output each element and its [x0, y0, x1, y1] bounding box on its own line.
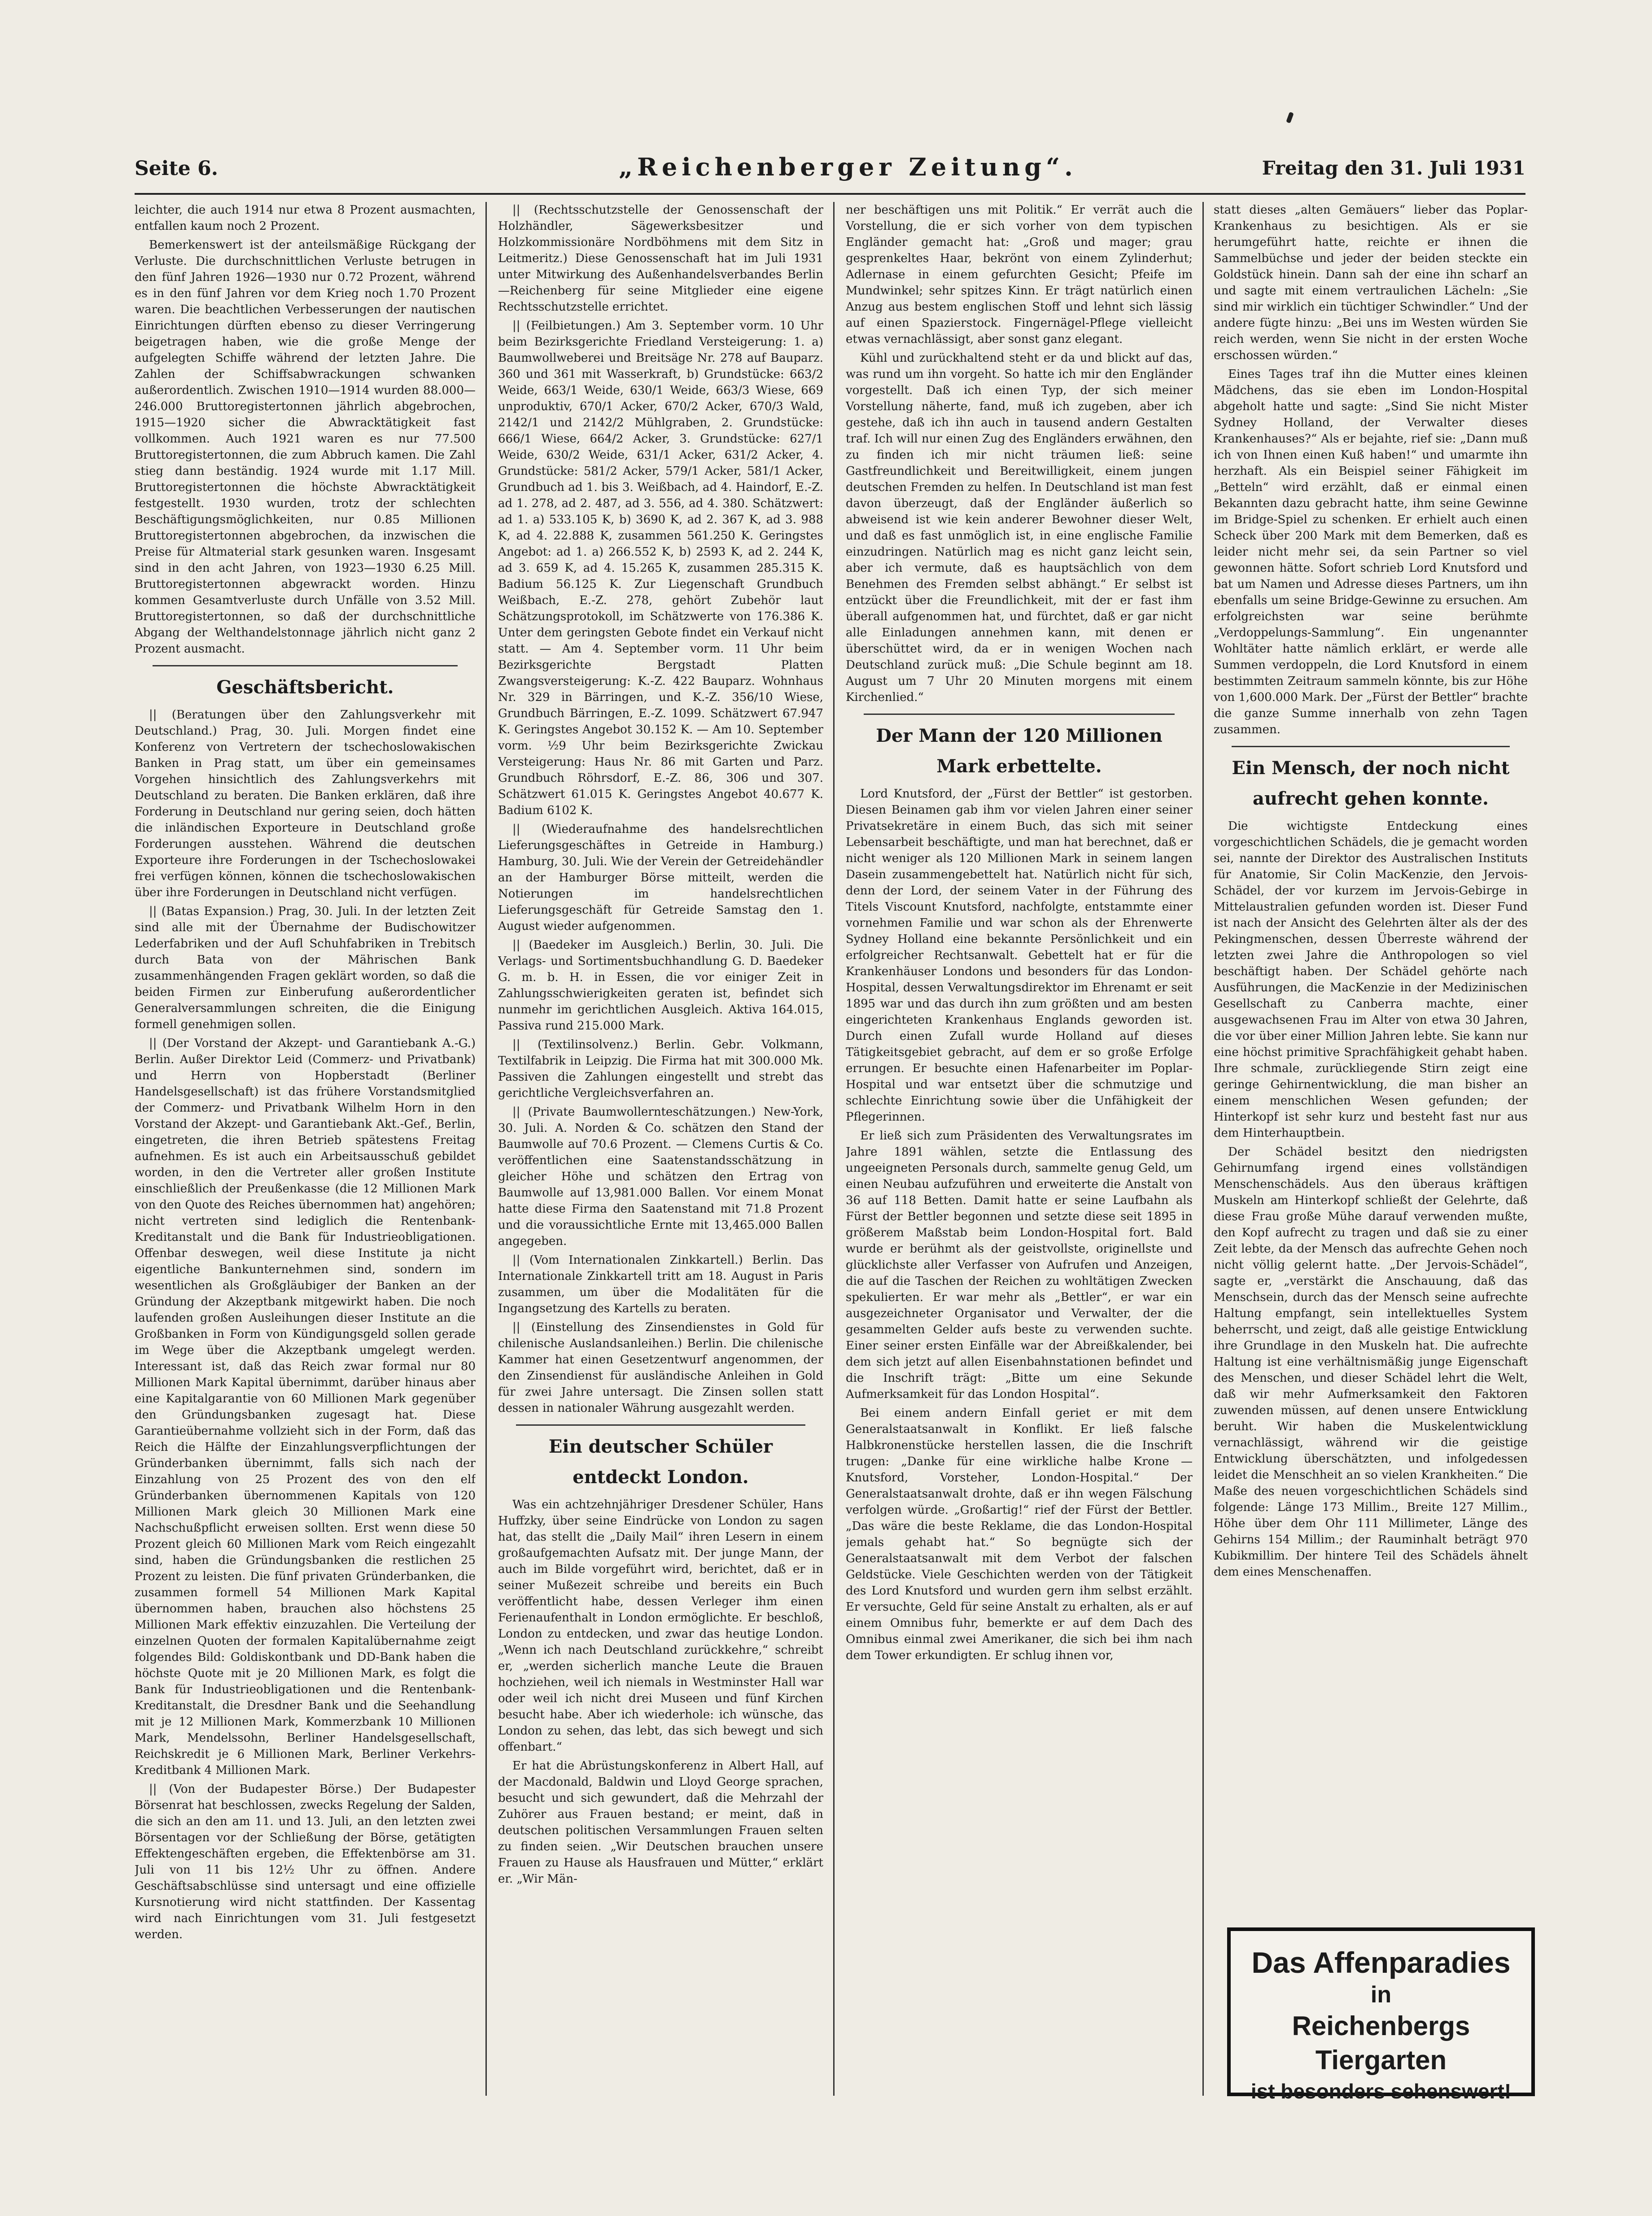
column-rule: [1202, 202, 1204, 2096]
article-paragraph: leichter, die auch 1914 nur etwa 8 Prozent ausmachten, entfallen kaum noch 2 Prozent.: [135, 203, 476, 233]
column-rule: [485, 202, 487, 2096]
news-item: || (Einstellung des Zinsendienstes in Gold für chilenische Auslandsanleihen.) Berlin. Die chilenische Kammer hat einen Gesetzentwurf angenommen, der den Zinsendienst für ausländische Anleihen in Gold für zwei Jahre untersagt. Die Zinsen sollen statt dessen in nationaler Währung ausgezahlt werden.: [498, 1321, 823, 1415]
article-paragraph: Er hat die Abrüstungskonferenz in Albert Hall, auf der Macdonald, Baldwin und Lloyd George sprachen, besucht und sich gewundert, daß die Mehrzahl der Zuhörer aus Frauen bestand; er meint, daß in deutschen politischen Versammlungen Frauen selten zu finden seien. „Wir Deutschen brauchen unsere Frauen zu Hause als Hausfrauen und Mütter,“ erklärt er. „Wir Män-: [498, 1759, 823, 1886]
ad-connector: in: [1370, 1982, 1392, 2008]
ink-mark: [1286, 112, 1294, 123]
news-item: || (Beratungen über den Zahlungsverkehr mit Deutschland.) Prag, 30. Juli. Morgen findet eine Konferenz von Vertretern der tschechoslowakischen Banken in Prag statt, um über ein gemeinsames Vorgehen hinsichtlich des Zahlungsverkehrs mit Deutschland zu beraten. Die Banken erklären, daß ihre Forderung in Deutschland nur gering seien, doch hätten die inländischen Exporteure in Deutschland große Forderungen ausstehen. Während die deutschen Exporteure ihre Forderungen in der Tschechoslowakei frei verfügen können, können die tschechoslowakischen über ihre Forderungen in Deutschland nicht verfügen.: [135, 708, 476, 899]
ad-location: Reichenbergs Tiergarten: [1292, 2011, 1470, 2075]
article-paragraph: Bemerkenswert ist der anteilsmäßige Rückgang der Verluste. Die durchschnittlichen Verluste betrugen in den fünf Jahren 1926—1930 nur 0.72 Prozent, während es in den fünf Jahren vor dem Krieg noch 1.70 Prozent waren. Die beachtlichen Verbesserungen der nautischen Einrichtungen dürften ebenso zu dieser Verringerung beigetragen haben, wie die große Menge der aufgelegten Schiffe während der letzten Jahre. Die Zahlen der Schiffsabwrackungen schwanken außerordentlich. Zwischen 1910—1914 wurden 88.000—246.000 Bruttoregistertonnen jährlich abgebrochen, 1915—1920 sicher die Abwracktätigkeit fast vollkommen. Auch 1921 waren es nur 77.500 Bruttoregistertonnen, die zum Abbruch kamen. Die Zahl stieg dann beständig. 1924 wurde mit 1.17 Mill. Bruttoregistertonnen die höchste Abwracktätigkeit festgestellt. 1930 wurden, trotz der schlechten Beschäftigungsmöglichkeiten, nur 0.85 Millionen Bruttoregistertonnen abgebrochen, da inzwischen die Preise für Altmaterial stark gesunken waren. Insgesamt sind in den acht Jahren, von 1923—1930 6.25 Mill. Bruttoregistertonnen abgewrackt worden. Hinzu kommen Gesamtverluste durch Unfälle von 3.52 Mill. Bruttoregistertonnen, so daß der durchschnittliche Abgang der Welthandelstonnage jährlich nicht ganz 2 Prozent ausmacht.: [135, 238, 476, 656]
article-heading-line2: entdeckt London.: [573, 1467, 749, 1488]
article-paragraph: Er ließ sich zum Präsidenten des Verwaltungsrates im Jahre 1891 wählen, setzte die Entlassung des ungeeigneten Personals durch, sammelte genug Geld, um einen Neubau aufzuführen und erweiterte die Anstalt von 36 auf 118 Betten. Damit hatte er seine Laufbahn als Fürst der Bettler begonnen und setzte diese seit 1895 in größerem Maßstab beim London-Hospital fort. Bald wurde er berühmt als der geistvollste, originellste und glücklichste aller Verfasser von Aufrufen und Anzeigen, die auf die Taschen der Reichen zu wohltätigen Zwecken spekulierten. Er war mehr als „Bettler“, er war ein ausgezeichneter Organisator und Verwalter, der die gesammelten Gelder aufs beste zu verwenden suchte. Einer seiner ersten Einfälle war der Abreißkalender, bei dem sich jetzt auf allen Eisenbahnstationen befindet und die Inschrift trägt: „Bitte um eine Sekunde Aufmerksamkeit für das London Hospital“.: [846, 1129, 1193, 1401]
article-paragraph: Die wichtigste Entdeckung eines vorgeschichtlichen Schädels, die je gemacht worden sei, nannte der Direktor des Australischen Instituts für Anatomie, Sir Colin MacKenzie, den Jervois-Schädel, der vor kurzem im Jervois-Gebirge in Mittelaustralien gefunden worden ist. Dieser Fund ist nach der Ansicht des Gelehrten älter als der des Pekingmenschen, dessen Überreste während der letzten zwei Jahre die Anthropologen so viel beschäftigt haben. Der Schädel gehörte nach Ausführungen, die MacKenzie in der Medizinischen Gesellschaft zu Canberra machte, einer ausgewachsenen Frau im Alter von etwa 30 Jahren, die vor über einer Million Jahren lebte. Sie kann nur eine höchst primitive Sprachfähigkeit gehabt haben. Ihre schmale, zurückliegende Stirn zeigt eine geringe Gehirnentwicklung, die man bisher an einem menschlichen Wesen gefunden; der Hinterkopf ist sehr kurz und besteht fast nur aus dem Hinterhauptbein.: [1214, 819, 1528, 1140]
news-item: || (Wiederaufnahme des handelsrechtlichen Lieferungsgeschäftes in Getreide in Hamburg.) Hamburg, 30. Juli. Wie der Verein der Getreidehändler an der Hamburger Börse mitteilt, werden die Notierungen im handelsrechtlichen Lieferungsgeschäft für Getreide Samstag den 1. August wieder aufgenommen.: [498, 823, 823, 933]
section-heading: Geschäftsbericht.: [216, 677, 394, 698]
issue-date: Freitag den 31. Juli 1931: [1262, 157, 1525, 179]
article-paragraph: Bei einem andern Einfall geriet er mit dem Generalstaatsanwalt in Konflikt. Er ließ falsche Halbkronenstücke herstellen lassen, die die Inschrift trugen: „Danke für eine wirkliche halbe Krone — Knutsford, Vorsteher, London-Hospital.“ Der Generalstaatsanwalt drohte, daß er ihn wegen Fälschung verfolgen würde. „Großartig!“ rief der Fürst der Bettler. „Das wäre die beste Reklame, die das London-Hospital jemals gehabt hat.“ So begnügte sich der Generalstaatsanwalt mit dem Verbot der falschen Geldstücke. Viele Geschichten werden von der Tätigkeit des Lord Knutsford und wurden gern ihm selbst erzählt. Er versuchte, Geld für seine Anstalt zu erhalten, als er auf einem Omnibus fuhr, bemerkte er auf dem Dach des Omnibus einmal zwei Amerikaner, die sich bei ihm nach dem Tower erkundigten. Er schlug ihnen vor,: [846, 1406, 1193, 1662]
zoo-advertisement: [1227, 1927, 1535, 2103]
news-item: || (Vom Internationalen Zinkkartell.) Berlin. Das Internationale Zinkkartell tritt am 18. August in Paris zusammen, um über die Modalitäten für die Ingangsetzung des Kartells zu beraten.: [498, 1253, 823, 1315]
news-item: || (Batas Expansion.) Prag, 30. Juli. In der letzten Zeit sind alle mit der Übernahme der Budischowitzer Lederfabriken und der Aufl Schuhfabriken in Trebitsch durch Bata von der Mährischen Bank zusammenhängenden Fragen geklärt worden, so daß die beiden Firmen zur Einberufung außerordentlicher Generalversammlungen schreiten, die die Einigung formell genehmigen sollen.: [135, 905, 476, 1031]
column-1: [135, 202, 476, 2096]
header-rule: [135, 193, 1525, 195]
column-2: [498, 202, 823, 2096]
ad-headline: Das Affenparadies: [1251, 1946, 1511, 1979]
section-separator: [153, 665, 458, 666]
page-header: [135, 153, 1525, 188]
news-item: || (Der Vorstand der Akzept- und Garantiebank A.-G.) Berlin. Außer Direktor Leid (Commerz- und Privatbank) und Herrn von Hopberstadt (Berliner Handelsgesellschaft) ist das frühere Vorstandsmitglied der Commerz- und Privatbank Wilhelm Horn in den Vorstand der Akzept- und Garantiebank Akt.-Gef., Berlin, eingetreten, die ihren Betrieb spätestens Freitag aufnehmen. Es ist auch ein Arbeitsausschuß gebildet worden, in den die Vertreter aller großen Institute einschließlich der Preußenkasse (die 12 Millionen Mark von den Quote des Reiches übernommen hat) angehören; nicht vertreten sind lediglich die Rentenbank-Kreditanstalt und die Bank für Industrieobligationen. Offenbar deswegen, weil diese Institute ja nicht eigentliche Bankunternehmen sind, sondern im wesentlichen als Großgläubiger der Banken an der Gründung der Akzeptbank mitgewirkt haben. Die noch laufenden großen Ausleihungen dieser Institute an die Großbanken in Form von Kündigungsgeld sollen gerade im Wege über die Akzeptbank umgelegt werden. Interessant ist, daß das Reich zwar formal nur 80 Millionen Mark Kapital übernimmt, darüber hinaus aber eine Kapitalgarantie von 60 Millionen Mark gegenüber den Gründungsbanken zugesagt hat. Diese Garantieübernahme vollzieht sich in der Form, daß das Reich die Hälfte der Einzahlungsverpflichtungen der Gründerbanken übernimmt, falls sich nach der Einzahlung von 25 Prozent des von den elf Gründerbanken übernommenen Kapitals von 120 Millionen Mark gleich 30 Millionen Mark eine Nachschußpflicht erweisen sollten. Erst wenn diese 50 Prozent gleich 60 Millionen Mark vom Reich eingezahlt sind, haben die Gründungsbanken die restlichen 25 Prozent zu leisten. Die fünf privaten Gründerbanken, die zusammen formell 54 Millionen Mark Kapital übernommen haben, brauchen also höchstens 25 Millionen Mark effektiv einzuzahlen. Die Verteilung der einzelnen Quoten der formalen Kapitalübernahme zeigt folgendes Bild: Goldiskontbank und DD-Bank haben die höchste Quote mit je 20 Millionen Mark, es folgt die Bank für Industrieobligationen und die Rentenbank-Kreditanstalt, die Dresdner Bank und die Seehandlung mit je 12 Millionen Mark, Kommerzbank 10 Millionen Mark, Mendelssohn, Berliner Handelsgesellschaft, Reichskredit je 6 Millionen Mark, Berliner Verkehrs-Kreditbank 4 Millionen Mark.: [135, 1037, 476, 1777]
news-item: || (Feilbietungen.) Am 3. September vorm. 10 Uhr beim Bezirksgerichte Friedland Versteigerung: 1. a) Baumwollweberei und Breitsäge Nr. 278 auf Bauparz. 360 und 361 mit Wasserkraft, b) Grundstücke: 663/2 Weide, 663/1 Weide, 630/1 Weide, 663/3 Wiese, 669 unproduktiv, 670/1 Acker, 670/2 Acker, 670/3 Wald, 2142/1 und 2142/2 Mühlgraben, 2. Grundstücke: 666/1 Wiese, 664/2 Acker, 3. Grundstücke: 627/1 Weide, 630/2 Weide, 631/1 Acker, 631/2 Acker, 4. Grundstücke: 581/2 Acker, 579/1 Acker, 581/1 Acker, Grundbuch ad 1. bis 3. Weißbach, ad 4. Haindorf, E.-Z. ad 1. 278, ad 2. 487, ad 3. 556, ad 4. 380. Schätzwert: ad 1. a) 533.105 K, b) 3690 K, ad 2. 367 K, ad 3. 988 K, ad 4. 22.888 K, zusammen 561.250 K. Geringstes Angebot: ad 1. a) 266.552 K, b) 2593 K, ad 2. 244 K, ad 3. 659 K, ad 4. 15.265 K, zusammen 285.315 K. Badium 56.125 K. Zur Liegenschaft Grundbuch Weißbach, E.-Z. 278, gehört Zubehör laut Schätzungsprotokoll, im Schätzwerte von 176.386 K. Unter dem geringsten Gebote findet ein Verkauf nicht statt. — Am 4. September vorm. 11 Uhr beim Bezirksgerichte Bergstadt Platten Zwangsversteigerung: K.-Z. 422 Bauparz. Wohnhaus Nr. 329 in Bärringen, und K.-Z. 356/10 Wiese, Grundbuch Bärringen, E.-Z. 1099. Schätzwert 67.947 K. Geringstes Angebot 30.152 K. — Am 10. September vorm. ½9 Uhr beim Bezirksgerichte Zwickau Versteigerung: Haus Nr. 86 mit Garten und Parz. Grundbuch Röhrsdorf, E.-Z. 86, 306 und 307. Schätzwert 61.015 K. Geringstes Angebot 40.677 K. Badium 6102 K.: [498, 319, 823, 817]
article-heading-line2: aufrecht gehen konnte.: [1253, 788, 1489, 809]
section-separator: [864, 714, 1175, 715]
article-paragraph: Kühl und zurückhaltend steht er da und blickt auf das, was rund um ihn vorgeht. So hatte ich mir den Engländer vorgestellt. Daß ich einen Typ, der sich meiner Vorstellung näherte, fand, muß ich zugeben, aber ich gestehe, daß ich ihn auch in tausend andern Gestalten traf. Ich will nur einen Zug des Engländers erwähnen, den zu finden ich mir nicht träumen ließ: seine Gastfreundlichkeit und Bereitwilligkeit, einem jungen deutschen Fremden zu helfen. In Deutschland ist man fest davon überzeugt, daß der Engländer äußerlich so abweisend ist wie kein anderer Bewohner dieser Welt, und daß es fast unmöglich ist, in eine englische Familie einzudringen. Natürlich mag es nicht ganz leicht sein, aber ich vermute, daß es hauptsächlich von dem Benehmen des Fremden selbst abhängt.“ Er selbst ist entzückt über die Freundlichkeit, mit der er fast ihm überall aufgenommen hat, und fürchtet, daß er gar nicht alle Einladungen annehmen kann, mit denen er überschüttet wird, da er in wenigen Wochen nach Deutschland zurück muß: „Die Schule beginnt am 18. August um 7 Uhr 20 Minuten morgens mit einem Kirchenlied.“: [846, 351, 1193, 704]
article-paragraph: statt dieses „alten Gemäuers“ lieber das Poplar-Krankenhaus zu besichtigen. Als er sie herumgeführt hatte, reichte er ihnen die Sammelbüchse und jeder der beiden steckte ein Goldstück hinein. Dann sah der eine ihn scharf an und sagte mit einem vertraulichen Lächeln: „Sie sind mir wirklich ein tüchtiger Schwindler.“ Und der andere fügte hinzu: „Bei uns im Westen würden Sie reich werden, wenn Sie nicht in der ersten Woche erschossen würden.“: [1214, 203, 1528, 362]
column-rule: [833, 202, 835, 2096]
news-item: || (Rechtsschutzstelle der Genossenschaft der Holzhändler, Sägewerksbesitzer und Holzkommissionäre Nordböhmens mit dem Sitz in Leitmeritz.) Diese Genossenschaft hat im Juli 1931 unter Mitwirkung des Außenhandelsverbandes Berlin—Reichenberg für seine Mitglieder eine eigene Rechtsschutzstelle errichtet.: [498, 203, 823, 314]
section-separator: [516, 1424, 805, 1426]
article-paragraph: Der Schädel besitzt den niedrigsten Gehirnumfang irgend eines vollständigen Menschenschädels. Aus den überaus kräftigen Muskeln am Hinterkopf schließt der Gelehrte, daß diese Frau große Mühe darauf verwenden mußte, den Kopf aufrecht zu tragen und daß sie zu einer Zeit lebte, da der Mensch das aufrechte Gehen noch nicht völlig gelernt hatte. „Der Jervois-Schädel“, sagte er, „verstärkt die Anschauung, daß das Menschsein, durch das der Mensch seine aufrechte Haltung empfangt, sein intellektuelles System beherrscht, und zeigt, daß alle geistige Entwicklung ihre Grundlage in den Muskeln hat. Die aufrechte Haltung ist eine verhältnismäßig junge Eigenschaft des Menschen, und dieser Schädel lehrt die Welt, daß wir mehr Aufmerksamkeit den Faktoren zuwenden müssen, auf denen unsere Entwicklung beruht. Wir haben die Muskelentwicklung vernachlässigt, während wir die geistige Entwicklung überschätzten, und infolgedessen leidet die Menschheit an so vielen Krankheiten.“ Die Maße des neuen vorgeschichtlichen Schädels sind folgende: Länge 173 Millim., Breite 127 Millim., Höhe über dem Ohr 111 Millimeter, Länge des Gehirns 154 Millim.; der Rauminhalt beträgt 970 Kubikmillim. Der hintere Teil des Schädels ähnelt dem eines Menschenaffen.: [1214, 1145, 1528, 1579]
news-item: || (Von der Budapester Börse.) Der Budapester Börsenrat hat beschlossen, zwecks Regelung der Salden, die sich an den am 11. und 13. Juli, an den letzten zwei Börsentagen vor der Schließung der Börse, getätigten Effektengeschäften ergeben, die Effektenbörse am 31. Juli von 11 bis 12½ Uhr zu öffnen. Andere Geschäftsabschlüsse sind untersagt und eine offizielle Kursnotierung wird nicht stattfinden. Der Kassentag wird nach Einrichtungen vom 31. Juli festgesetzt werden.: [135, 1782, 476, 1941]
article-paragraph: ner beschäftigen uns mit Politik.“ Er verrät auch die Vorstellung, die er sich vorher von dem typischen Engländer gemacht hat: „Groß und mager; grau gesprenkeltes Haar, bekrönt von einem Zylinderhut; Adlernase in einem gefurchten Gesicht; Pfeife im Mundwinkel; sehr spitzes Kinn. Er trägt natürlich einen Anzug aus bestem englischen Stoff und lehnt sich lässig auf einen Spazierstock. Fingernägel-Pflege vielleicht etwas vernachlässigt, aber sonst ganz elegant.: [846, 203, 1193, 346]
newspaper-title: „Reichenberger Zeitung“.: [619, 153, 1077, 181]
article-paragraph: Lord Knutsford, der „Fürst der Bettler“ ist gestorben. Diesen Beinamen gab ihm vor vielen Jahren einer seiner Privatsekretäre in einem Buch, das sich mit seiner Lebensarbeit beschäftigte, und man hat berechnet, daß er nicht weniger als 120 Millionen Mark in seinem langen Dasein zusammengebettelt hat. Natürlich nicht für sich, denn der Lord, der seinem Vater in der Führung des Titels Viscount Knutsford, nachfolgte, entstammte einer vornehmen Familie und war schon als der Ehrenwerte Sydney Holland eine bekannte Persönlichkeit und ein erfolgreicher Rechtsanwalt. Gebettelt hat er für die Krankenhäuser Londons und besonders für das London-Hospital, dessen Verwaltungsdirektor im Ehrenamt er seit 1895 war und das durch ihn zum größten und am besten eingerichteten Krankenhaus Englands geworden ist. Durch einen Zufall wurde Holland auf dieses Tätigkeitsgebiet gebracht, auf dem er so große Erfolge errungen. Er besuchte einen Hafenarbeiter im Poplar-Hospital und war entsetzt über die schmutzige und schlechte Einrichtung sowie über die Unfähigkeit der Pflegerinnen.: [846, 787, 1193, 1124]
ad-tagline: ist besonders sehenswert!: [1250, 2080, 1512, 2103]
article-paragraph: Was ein achtzehnjähriger Dresdener Schüler, Hans Huffzky, über seine Eindrücke von London zu sagen hat, das stellt die „Daily Mail“ ihren Lesern in einem großaufgemachten Aufsatz mit. Der junge Mann, der auch im Bilde vorgeführt wird, berichtet, daß er in seiner Mußezeit schreibe und bereits ein Buch veröffentlicht habe, dessen Verleger ihm einen Ferienaufenthalt in London ermöglichte. Er beschloß, London zu entdecken, und zwar das heutige London. „Wenn ich nach Deutschland zurückkehre,“ schreibt er, „werden sicherlich manche Leute die Brauen hochziehen, weil ich niemals in Westminster Hall war oder weil ich nicht drei Museen und fünf Kirchen besucht habe. Aber ich wiederhole: ich wünsche, das London zu sehen, das lebt, das sich bewegt und sich offenbart.“: [498, 1498, 823, 1754]
news-item: || (Private Baumwollernteschätzungen.) New-York, 30. Juli. A. Norden & Co. schätzen den Stand der Baumwolle auf 70.6 Prozent. — Clemens Curtis & Co. veröffentlichen eine Saatenstandsschätzung in gleicher Höhe und schätzen den Ertrag von Baumwolle auf 13,981.000 Ballen. Vor einem Monat hatte diese Firma den Saatenstand mit 71.8 Prozent und die voraussichtliche Ernte mit 13,465.000 Ballen angegeben.: [498, 1105, 823, 1248]
article-paragraph: Eines Tages traf ihn die Mutter eines kleinen Mädchens, das sie eben im London-Hospital abgeholt hatte und sagte: „Sind Sie nicht Mister Sydney Holland, der Verwalter dieses Krankenhauses?“ Als er bejahte, rief sie: „Dann muß ich von Ihnen einen Kuß haben!“ und umarmte ihn herzhaft. Als ein Beispiel seiner Fähigkeit im „Betteln“ wird erzählt, daß er einmal einen Bekannten dazu gebracht hatte, ihm seine Gewinne im Bridge-Spiel zu schenken. Er erhielt auch einen Scheck über 200 Mark mit dem Bemerken, daß es leider nicht mehr sei, da sein Partner so viel gewonnen hätte. Sofort schrieb Lord Knutsford und bat um Namen und Adresse dieses Partners, um ihn ebenfalls um seine Bridge-Gewinne zu ersuchen. Am erfolgreichsten war seine berühmte „Verdoppelungs-Sammlung“. Ein ungenannter Wohltäter hatte nämlich erklärt, er werde alle Summen verdoppeln, die Lord Knutsford in einem bestimmten Zeitraum sammeln könnte, bis zur Höhe von 1,600.000 Mark. Der „Fürst der Bettler“ brachte die ganze Summe innerhalb von zehn Tagen zusammen.: [1214, 368, 1528, 736]
column-3: [846, 202, 1193, 2096]
section-separator: [1232, 746, 1510, 747]
article-heading: Ein Mensch, der noch nicht: [1232, 758, 1510, 779]
article-heading-line2: Mark erbettelte.: [936, 756, 1102, 777]
news-item: || (Baedeker im Ausgleich.) Berlin, 30. Juli. Die Verlags- und Sortimentsbuchhandlung G. D. Baedeker G. m. b. H. in Essen, die vor einiger Zeit in Zahlungsschwierigkeiten geraten ist, befindet sich nunmehr im gerichtlichen Ausgleich. Aktiva 164.015, Passiva rund 215.000 Mark.: [498, 938, 823, 1033]
column-4: [1214, 202, 1528, 1916]
article-heading: Der Mann der 120 Millionen: [876, 725, 1163, 746]
page-number: Seite 6.: [135, 157, 219, 180]
article-heading: Ein deutscher Schüler: [548, 1436, 773, 1457]
news-item: || (Textilinsolvenz.) Berlin. Gebr. Volkmann, Textilfabrik in Leipzig. Die Firma hat mit 300.000 Mk. Passiven die Zahlungen eingestellt und strebt das gerichtliche Vergleichsverfahren an.: [498, 1038, 823, 1100]
